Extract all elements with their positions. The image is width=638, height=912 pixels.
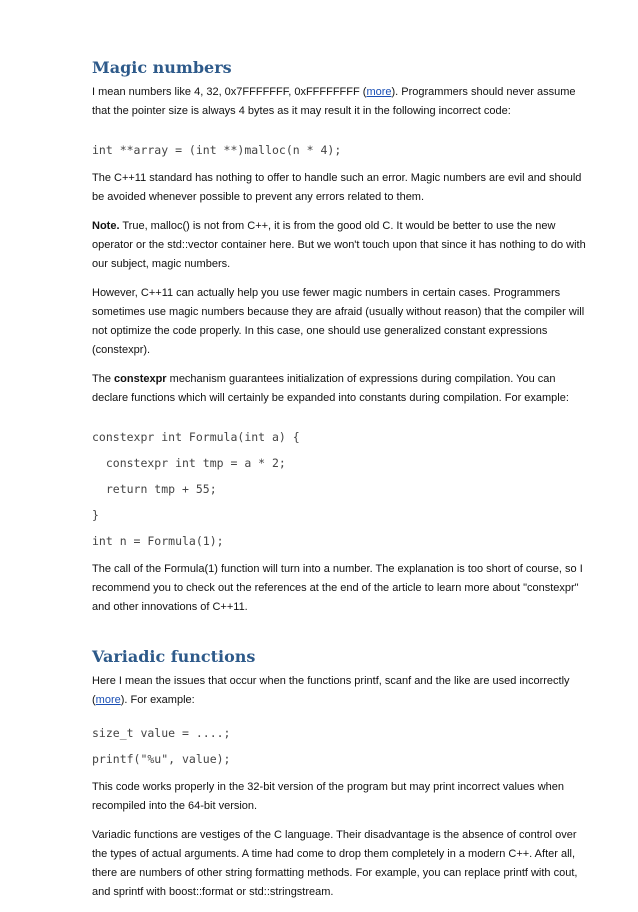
text-segment: The bbox=[92, 373, 115, 385]
code-line: constexpr int Formula(int a) { bbox=[92, 430, 300, 444]
code-line: constexpr int tmp = a * 2; bbox=[92, 456, 286, 470]
code-line: int n = Formula(1); bbox=[92, 534, 224, 548]
text-segment: Here I mean the issues that occur when the functions printf, scanf and the like are used incorrectly ( bbox=[92, 675, 570, 706]
text-segment: ). Programmers should never assume that the pointer size is always 4 bytes as it may result it in the following incorrect code: bbox=[92, 86, 576, 117]
code-line: return tmp + 55; bbox=[92, 482, 217, 496]
paragraph-variadic-intro bbox=[92, 672, 592, 710]
text-segment: ). For example: bbox=[120, 694, 195, 706]
text-segment: I mean numbers like 4, 32, 0x7FFFFFFF, 0xFFFFFFFF ( bbox=[92, 86, 367, 98]
paragraph-formula-call: The call of the Formula(1) function will turn into a number. The explanation is too short of course, so I recommend you to check out the references at the end of the article to learn more about "constexpr" and other innovations of C++11. bbox=[92, 563, 583, 613]
constexpr-keyword: constexpr bbox=[114, 373, 167, 385]
paragraph-cpp11-no-offer: The C++11 standard has nothing to offer to handle such an error. Magic numbers are evil and should be avoided whenever possible to prevent any errors related to them. bbox=[92, 172, 582, 203]
paragraph-vestiges: Variadic functions are vestiges of the C language. Their disadvantage is the absence of control over the types of actual arguments. A time had come to drop them completely in a modern C++. After all, there are numbers of other string formatting methods. For example, you can replace printf with cout, and sprintf with boost::format or std::stringstream. bbox=[92, 829, 578, 898]
heading-variadic-functions: Variadic functions bbox=[92, 647, 256, 666]
code-line: } bbox=[92, 508, 99, 522]
more-link-magic[interactable]: more bbox=[366, 86, 392, 98]
code-line: size_t value = ....; bbox=[92, 726, 231, 740]
code-block-constexpr bbox=[92, 424, 592, 554]
note-label: Note. bbox=[92, 220, 120, 232]
paragraph-note bbox=[92, 217, 592, 274]
note-text: True, malloc() is not from C++, it is from the good old C. It would be better to use the new operator or the std::vector container here. But we won't touch upon that since it has nothing to do with our subject, magic numbers. bbox=[92, 220, 586, 270]
heading-magic-numbers: Magic numbers bbox=[92, 58, 232, 77]
code-malloc: int **array = (int **)malloc(n * 4); bbox=[92, 143, 342, 157]
paragraph-32bit: This code works properly in the 32-bit version of the program but may print incorrect values when recompiled into the 64-bit version. bbox=[92, 781, 564, 812]
paragraph-magic-intro bbox=[92, 83, 592, 121]
paragraph-fewer-magic: However, C++11 can actually help you use fewer magic numbers in certain cases. Programmers sometimes use magic numbers because they are afraid (usually without reason) that the compiler will not optimize the code properly. In this case, one should use generalized constant expressions (constexpr). bbox=[92, 287, 585, 356]
document-page bbox=[92, 56, 592, 912]
more-link-variadic[interactable]: more bbox=[95, 694, 121, 706]
text-segment: mechanism guarantees initialization of expressions during compilation. You can declare functions which will certainly be expanded into constants during compilation. For example: bbox=[92, 373, 569, 404]
code-line: printf("%u", value); bbox=[92, 752, 231, 766]
paragraph-constexpr bbox=[92, 370, 592, 408]
code-block-printf bbox=[92, 720, 592, 772]
